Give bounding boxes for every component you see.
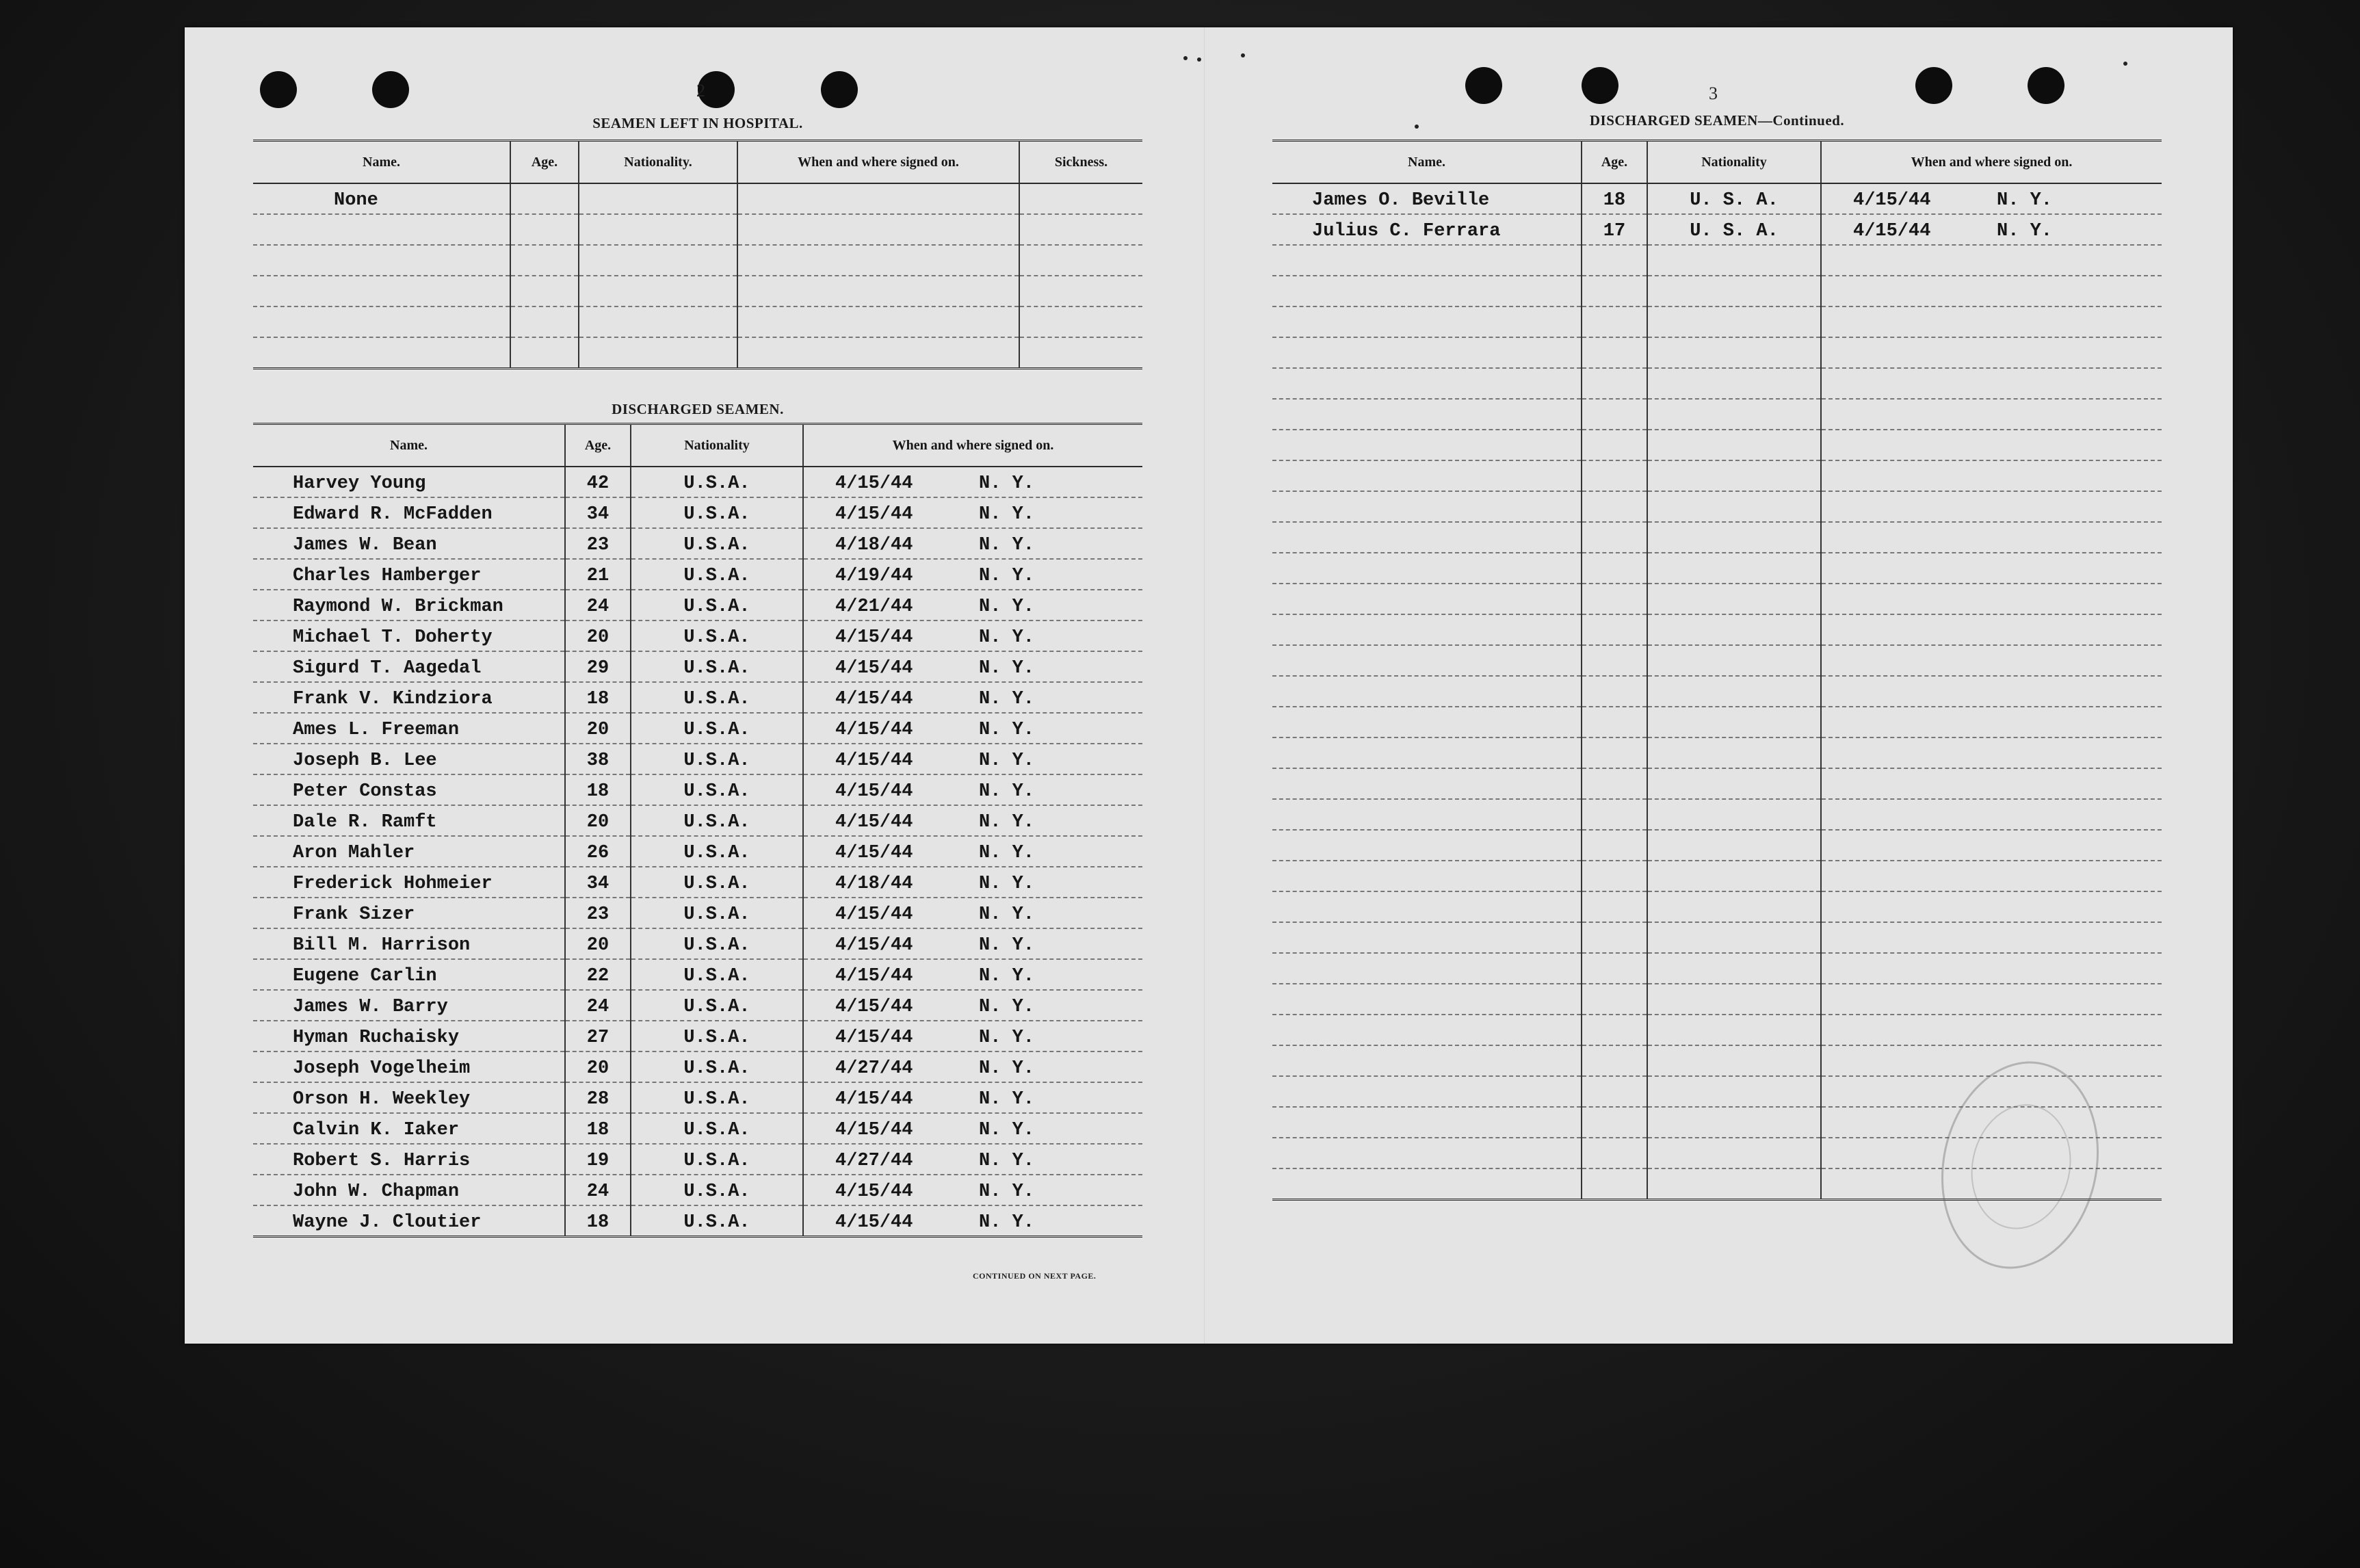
punch-hole — [1582, 67, 1618, 104]
table-row — [253, 774, 1142, 805]
table-row — [253, 1082, 1142, 1113]
column-header-age: Age. — [510, 141, 579, 184]
seaman-name: Orson H. Weekley — [293, 1089, 471, 1110]
table-row — [253, 620, 1142, 651]
seaman-name: Charles Hamberger — [293, 566, 482, 586]
table-row — [1272, 768, 2162, 799]
table-row — [1272, 276, 2162, 306]
table-row — [1272, 214, 2162, 245]
table-row — [1272, 707, 2162, 737]
signed-on-date: 4/15/44 — [835, 904, 913, 925]
seaman-name: Raymond W. Brickman — [293, 597, 503, 617]
signed-on-place: N. Y. — [979, 935, 1035, 956]
seaman-name: Joseph B. Lee — [293, 750, 437, 771]
seaman-nationality: U. S. A. — [1647, 214, 1821, 245]
column-header-signed-on: When and where signed on. — [737, 141, 1019, 184]
table-row — [253, 990, 1142, 1021]
continued-section-title: DISCHARGED SEAMEN—Continued. — [1589, 112, 1845, 129]
seaman-nationality: U.S.A. — [631, 959, 803, 990]
signed-on-date: 4/21/44 — [835, 597, 913, 617]
punch-hole — [372, 71, 409, 108]
seaman-age: 24 — [565, 590, 631, 620]
seaman-age: 20 — [565, 805, 631, 836]
signed-on-date: 4/15/44 — [835, 750, 913, 771]
table-row — [253, 959, 1142, 990]
seaman-age: 27 — [565, 1021, 631, 1051]
seaman-age: 18 — [1582, 183, 1647, 214]
seaman-age: 38 — [565, 744, 631, 774]
seaman-name: Frank Sizer — [293, 904, 415, 925]
seaman-name: Ames L. Freeman — [293, 720, 460, 740]
signed-on-place: N. Y. — [979, 597, 1035, 617]
seaman-age: 23 — [565, 528, 631, 559]
seaman-nationality: U.S.A. — [631, 620, 803, 651]
signed-on-place: N. Y. — [979, 1212, 1035, 1233]
seaman-name: Bill M. Harrison — [293, 935, 471, 956]
seaman-age: 28 — [565, 1082, 631, 1113]
signed-on-date: 4/15/44 — [835, 689, 913, 709]
seaman-age: 22 — [565, 959, 631, 990]
seaman-nationality: U.S.A. — [631, 1113, 803, 1144]
signed-on-place: N. Y. — [979, 627, 1035, 648]
seaman-name: Joseph Vogelheim — [293, 1058, 471, 1079]
table-row — [1272, 337, 2162, 368]
column-header-age: Age. — [1582, 141, 1647, 184]
table-row — [253, 528, 1142, 559]
table-row — [1272, 584, 2162, 614]
page-fold — [1204, 27, 1205, 1344]
seaman-name: Hyman Ruchaisky — [293, 1028, 460, 1048]
seaman-age: 24 — [565, 1175, 631, 1205]
table-row — [253, 590, 1142, 620]
table-row — [253, 467, 1142, 497]
faded-stamp-inner — [1960, 1095, 2082, 1238]
column-header-signed-on: When and where signed on. — [1821, 141, 2162, 184]
continued-note: CONTINUED ON NEXT PAGE. — [973, 1271, 1097, 1281]
seaman-nationality: U.S.A. — [631, 590, 803, 620]
seaman-nationality: U.S.A. — [631, 497, 803, 528]
seaman-age: 20 — [565, 713, 631, 744]
seaman-name: Frederick Hohmeier — [293, 874, 493, 894]
seaman-nationality: U.S.A. — [631, 1082, 803, 1113]
hospital-entry: None — [334, 190, 378, 211]
seaman-name: Frank V. Kindziora — [293, 689, 493, 709]
seaman-age: 20 — [565, 620, 631, 651]
table-row — [1272, 553, 2162, 584]
column-header-sickness: Sickness. — [1019, 141, 1142, 184]
signed-on-date: 4/15/44 — [835, 843, 913, 863]
seaman-age: 23 — [565, 898, 631, 928]
seaman-nationality: U.S.A. — [631, 651, 803, 682]
signed-on-date: 4/18/44 — [835, 535, 913, 556]
table-row — [253, 245, 1142, 276]
seaman-name: James W. Barry — [293, 997, 448, 1017]
seaman-nationality: U.S.A. — [631, 744, 803, 774]
signed-on-place: N. Y. — [979, 1181, 1035, 1202]
table-row — [253, 337, 1142, 369]
discharged-table — [253, 423, 1142, 1238]
signed-on-place: N. Y. — [979, 1028, 1035, 1048]
seaman-nationality: U.S.A. — [631, 805, 803, 836]
signed-on-date: 4/15/44 — [835, 658, 913, 679]
seaman-nationality: U.S.A. — [631, 928, 803, 959]
signed-on-place: N. Y. — [979, 812, 1035, 833]
table-row — [1272, 460, 2162, 491]
signed-on-date: 4/18/44 — [835, 874, 913, 894]
table-row — [1272, 645, 2162, 676]
seaman-nationality: U. S. A. — [1647, 183, 1821, 214]
signed-on-date: 4/15/44 — [835, 812, 913, 833]
seaman-name: Julius C. Ferrara — [1312, 221, 1501, 241]
seaman-nationality: U.S.A. — [631, 898, 803, 928]
seaman-age: 18 — [565, 682, 631, 713]
signed-on-date: 4/15/44 — [835, 1089, 913, 1110]
signed-on-place: N. Y. — [979, 720, 1035, 740]
discharged-section-title: DISCHARGED SEAMEN. — [612, 401, 784, 417]
signed-on-place: N. Y. — [979, 997, 1035, 1017]
signed-on-date: 4/15/44 — [835, 720, 913, 740]
signed-on-date: 4/27/44 — [835, 1151, 913, 1171]
seaman-nationality: U.S.A. — [631, 559, 803, 590]
signed-on-date: 4/15/44 — [835, 1120, 913, 1140]
scan-speck — [1241, 53, 1245, 57]
table-row — [253, 497, 1142, 528]
table-row — [1272, 183, 2162, 214]
scan-speck — [1197, 57, 1201, 62]
signed-on-date: 4/15/44 — [835, 1181, 913, 1202]
signed-on-place: N. Y. — [1997, 221, 2053, 241]
signed-on-date: 4/15/44 — [835, 997, 913, 1017]
seaman-name: Aron Mahler — [293, 843, 415, 863]
signed-on-place: N. Y. — [1997, 190, 2053, 211]
table-row — [1272, 245, 2162, 276]
signed-on-date: 4/15/44 — [1853, 190, 1931, 211]
table-row — [253, 682, 1142, 713]
seaman-name: Sigurd T. Aagedal — [293, 658, 482, 679]
signed-on-place: N. Y. — [979, 1151, 1035, 1171]
seaman-age: 20 — [565, 1051, 631, 1082]
seaman-nationality: U.S.A. — [631, 528, 803, 559]
seaman-nationality: U.S.A. — [631, 1021, 803, 1051]
signed-on-place: N. Y. — [979, 874, 1035, 894]
page-number-left: 2 — [696, 81, 705, 101]
table-row — [1272, 861, 2162, 891]
signed-on-place: N. Y. — [979, 1058, 1035, 1079]
table-row — [253, 1051, 1142, 1082]
table-row — [1272, 953, 2162, 984]
table-row — [253, 805, 1142, 836]
punch-hole — [1465, 67, 1502, 104]
seaman-name: Dale R. Ramft — [293, 812, 437, 833]
seaman-name: Peter Constas — [293, 781, 437, 802]
table-row — [1272, 984, 2162, 1015]
table-row — [253, 559, 1142, 590]
table-row — [253, 183, 1142, 214]
table-row — [253, 1113, 1142, 1144]
signed-on-date: 4/15/44 — [835, 781, 913, 802]
signed-on-date: 4/15/44 — [835, 1028, 913, 1048]
seaman-age: 21 — [565, 559, 631, 590]
table-row — [1272, 399, 2162, 430]
signed-on-place: N. Y. — [979, 504, 1035, 525]
seaman-name: Calvin K. Iaker — [293, 1120, 460, 1140]
column-header-nationality: Nationality — [631, 424, 803, 467]
hospital-table — [253, 140, 1142, 369]
table-row — [253, 214, 1142, 245]
column-header-name: Name. — [253, 141, 510, 184]
signed-on-date: 4/27/44 — [835, 1058, 913, 1079]
punch-hole — [1915, 67, 1952, 104]
seaman-name: Wayne J. Cloutier — [293, 1212, 482, 1233]
signed-on-place: N. Y. — [979, 966, 1035, 986]
table-row — [1272, 922, 2162, 953]
signed-on-place: N. Y. — [979, 843, 1035, 863]
signed-on-place: N. Y. — [979, 1120, 1035, 1140]
table-row — [1272, 306, 2162, 337]
signed-on-place: N. Y. — [979, 689, 1035, 709]
document-sheet — [185, 27, 2233, 1344]
seaman-nationality: U.S.A. — [631, 774, 803, 805]
seaman-age: 29 — [565, 651, 631, 682]
seaman-age: 19 — [565, 1144, 631, 1175]
column-header-signed-on: When and where signed on. — [803, 424, 1142, 467]
signed-on-date: 4/15/44 — [835, 1212, 913, 1233]
table-row — [253, 867, 1142, 898]
table-row — [1272, 368, 2162, 399]
signed-on-place: N. Y. — [979, 781, 1035, 802]
table-row — [1272, 891, 2162, 922]
signed-on-place: N. Y. — [979, 473, 1035, 494]
seaman-age: 18 — [565, 1205, 631, 1237]
seaman-name: Michael T. Doherty — [293, 627, 493, 648]
table-row — [1272, 491, 2162, 522]
signed-on-place: N. Y. — [979, 658, 1035, 679]
column-header-name: Name. — [1272, 141, 1582, 184]
punch-hole — [260, 71, 297, 108]
column-header-nationality: Nationality — [1647, 141, 1821, 184]
table-row — [253, 1175, 1142, 1205]
hospital-section-title: SEAMEN LEFT IN HOSPITAL. — [592, 115, 803, 131]
seaman-nationality: U.S.A. — [631, 990, 803, 1021]
column-header-nationality: Nationality. — [579, 141, 737, 184]
seaman-nationality: U.S.A. — [631, 867, 803, 898]
seaman-name: Harvey Young — [293, 473, 426, 494]
seaman-nationality: U.S.A. — [631, 1175, 803, 1205]
table-row — [253, 713, 1142, 744]
signed-on-date: 4/15/44 — [835, 966, 913, 986]
signed-on-date: 4/19/44 — [835, 566, 913, 586]
seaman-name: Edward R. McFadden — [293, 504, 493, 525]
seaman-nationality: U.S.A. — [631, 1144, 803, 1175]
signed-on-place: N. Y. — [979, 750, 1035, 771]
table-row — [253, 836, 1142, 867]
table-row — [253, 276, 1142, 306]
table-row — [1272, 522, 2162, 553]
table-row — [1272, 614, 2162, 645]
table-row — [1272, 676, 2162, 707]
table-row — [253, 306, 1142, 337]
seaman-name: Robert S. Harris — [293, 1151, 471, 1171]
table-row — [253, 1205, 1142, 1237]
table-row — [1272, 1015, 2162, 1045]
table-row — [1272, 830, 2162, 861]
table-row — [253, 651, 1142, 682]
seaman-nationality: U.S.A. — [631, 713, 803, 744]
table-row — [1272, 799, 2162, 830]
seaman-age: 42 — [565, 467, 631, 497]
signed-on-place: N. Y. — [979, 566, 1035, 586]
seaman-nationality: U.S.A. — [631, 836, 803, 867]
table-row — [1272, 737, 2162, 768]
page-number-right: 3 — [1709, 83, 1718, 103]
table-row — [253, 928, 1142, 959]
seaman-age: 17 — [1582, 214, 1647, 245]
signed-on-date: 4/15/44 — [835, 473, 913, 494]
table-row — [1272, 430, 2162, 460]
seaman-name: John W. Chapman — [293, 1181, 460, 1202]
seaman-name: James O. Beville — [1312, 190, 1490, 211]
signed-on-date: 4/15/44 — [1853, 221, 1931, 241]
seaman-age: 34 — [565, 867, 631, 898]
seaman-nationality: U.S.A. — [631, 1205, 803, 1237]
continued-discharged-table — [1272, 140, 2162, 1201]
signed-on-place: N. Y. — [979, 535, 1035, 556]
signed-on-place: N. Y. — [979, 904, 1035, 925]
scan-speck — [2123, 62, 2127, 66]
signed-on-date: 4/15/44 — [835, 627, 913, 648]
seaman-age: 18 — [565, 774, 631, 805]
seaman-nationality: U.S.A. — [631, 1051, 803, 1082]
seaman-name: James W. Bean — [293, 535, 437, 556]
seaman-nationality: U.S.A. — [631, 682, 803, 713]
seaman-age: 18 — [565, 1113, 631, 1144]
signed-on-date: 4/15/44 — [835, 935, 913, 956]
punch-hole — [2028, 67, 2064, 104]
table-row — [253, 744, 1142, 774]
table-row — [253, 1144, 1142, 1175]
seaman-nationality: U.S.A. — [631, 467, 803, 497]
table-row — [253, 898, 1142, 928]
seaman-age: 20 — [565, 928, 631, 959]
signed-on-date: 4/15/44 — [835, 504, 913, 525]
scan-speck — [1183, 56, 1188, 60]
column-header-age: Age. — [565, 424, 631, 467]
punch-hole — [821, 71, 858, 108]
table-row — [253, 1021, 1142, 1051]
seaman-name: Eugene Carlin — [293, 966, 437, 986]
seaman-age: 24 — [565, 990, 631, 1021]
signed-on-place: N. Y. — [979, 1089, 1035, 1110]
seaman-age: 26 — [565, 836, 631, 867]
column-header-name: Name. — [253, 424, 565, 467]
seaman-age: 34 — [565, 497, 631, 528]
